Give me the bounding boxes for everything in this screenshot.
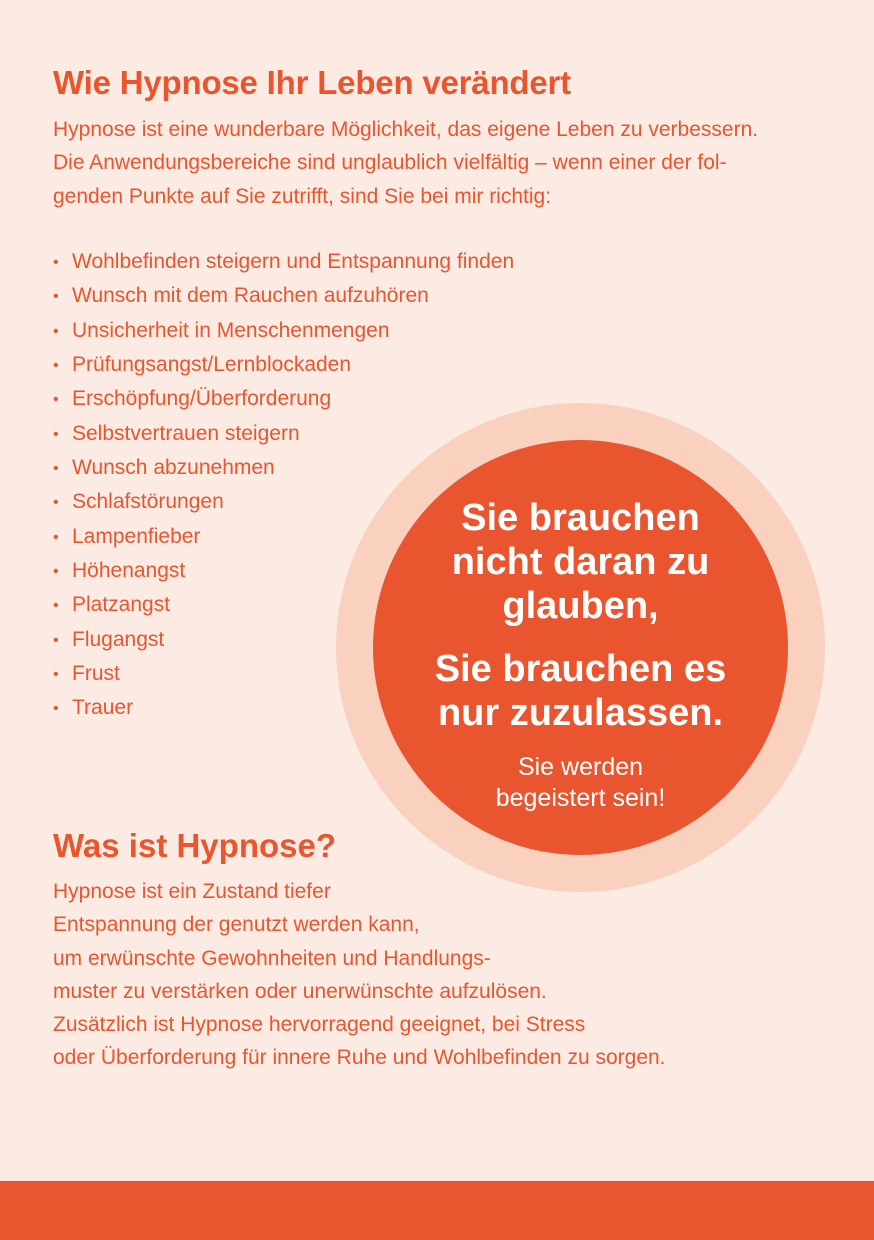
description-line: um erwünschte Gewohnheiten und Handlungs- — [53, 946, 491, 970]
description-line: Zusätzlich ist Hypnose hervorragend geeignet, bei Stress — [53, 1013, 586, 1037]
intro-line: genden Punkte auf Sie zutrifft, sind Sie bei mir richtig: — [53, 184, 552, 208]
callout-line: nicht daran zu — [451, 541, 710, 583]
list-item-label: Schlafstörungen — [72, 490, 224, 514]
list-item-label: Flugangst — [72, 627, 165, 651]
bullet-icon: • — [53, 288, 59, 306]
intro-line: Hypnose ist eine wunderbare Möglichkeit, das eigene Leben zu verbessern. — [53, 118, 759, 141]
bullet-icon: • — [53, 563, 59, 581]
bullet-icon: • — [53, 322, 59, 340]
list-item-label: Höhenangst — [72, 559, 186, 583]
list-item — [53, 348, 514, 382]
list-item-label: Wunsch mit dem Rauchen aufzuhören — [72, 284, 429, 308]
description-line: oder Überforderung für innere Ruhe und Wohlbefinden zu sorgen. — [53, 1046, 666, 1070]
list-item — [53, 314, 514, 348]
section-title-hypnose-leben: Wie Hypnose Ihr Leben verändert — [53, 64, 571, 101]
list-item-label: Trauer — [72, 696, 134, 720]
list-item-label: Wunsch abzunehmen — [72, 456, 275, 480]
hypnose-description — [53, 875, 666, 1075]
callout-line: Sie brauchen — [461, 497, 700, 539]
callout-line: glauben, — [502, 585, 659, 627]
callout-line: nur zuzulassen. — [437, 692, 724, 734]
bullet-icon: • — [53, 700, 59, 718]
bullet-icon: • — [53, 391, 59, 409]
bullet-icon: • — [53, 460, 59, 478]
callout-line: begeistert sein! — [495, 784, 666, 812]
bullet-icon: • — [53, 666, 59, 684]
list-item-label: Lampenfieber — [72, 524, 201, 548]
list-item — [53, 382, 514, 416]
description-line: muster zu verstärken oder unerwünschte aufzulösen. — [53, 979, 547, 1003]
intro-line: Die Anwendungsbereiche sind unglaublich vielfältig – wenn einer der fol- — [53, 151, 727, 175]
list-item-label: Wohlbefinden steigern und Entspannung finden — [72, 250, 515, 273]
bullet-icon: • — [53, 357, 59, 375]
bullet-icon: • — [53, 528, 59, 546]
callout-headline-2 — [373, 647, 788, 735]
list-item-label: Erschöpfung/Überforderung — [72, 387, 332, 411]
list-item-label: Selbstvertrauen steigern — [72, 421, 300, 445]
callout-subline — [373, 752, 788, 814]
bullet-icon: • — [53, 254, 59, 271]
list-item-label: Prüfungsangst/Lernblockaden — [72, 353, 352, 377]
callout-line: Sie werden — [517, 753, 644, 781]
list-item-label: Frust — [72, 662, 120, 686]
footer-bar — [0, 1181, 874, 1240]
list-item — [53, 245, 514, 279]
description-line: Hypnose ist ein Zustand tiefer — [53, 880, 331, 903]
list-item-label: Platzangst — [72, 593, 171, 617]
bullet-icon: • — [53, 494, 59, 512]
callout-text — [373, 440, 788, 855]
bullet-icon: • — [53, 631, 59, 649]
bullet-icon: • — [53, 597, 59, 615]
callout-line: Sie brauchen es — [434, 648, 727, 690]
list-item-label: Unsicherheit in Menschenmengen — [72, 318, 390, 342]
section-title-was-ist-hypnose: Was ist Hypnose? — [53, 827, 336, 864]
callout-headline-1 — [373, 496, 788, 628]
bullet-icon: • — [53, 425, 59, 443]
list-item — [53, 279, 514, 313]
intro-paragraph — [53, 113, 843, 213]
description-line: Entspannung der genutzt werden kann, — [53, 913, 420, 937]
